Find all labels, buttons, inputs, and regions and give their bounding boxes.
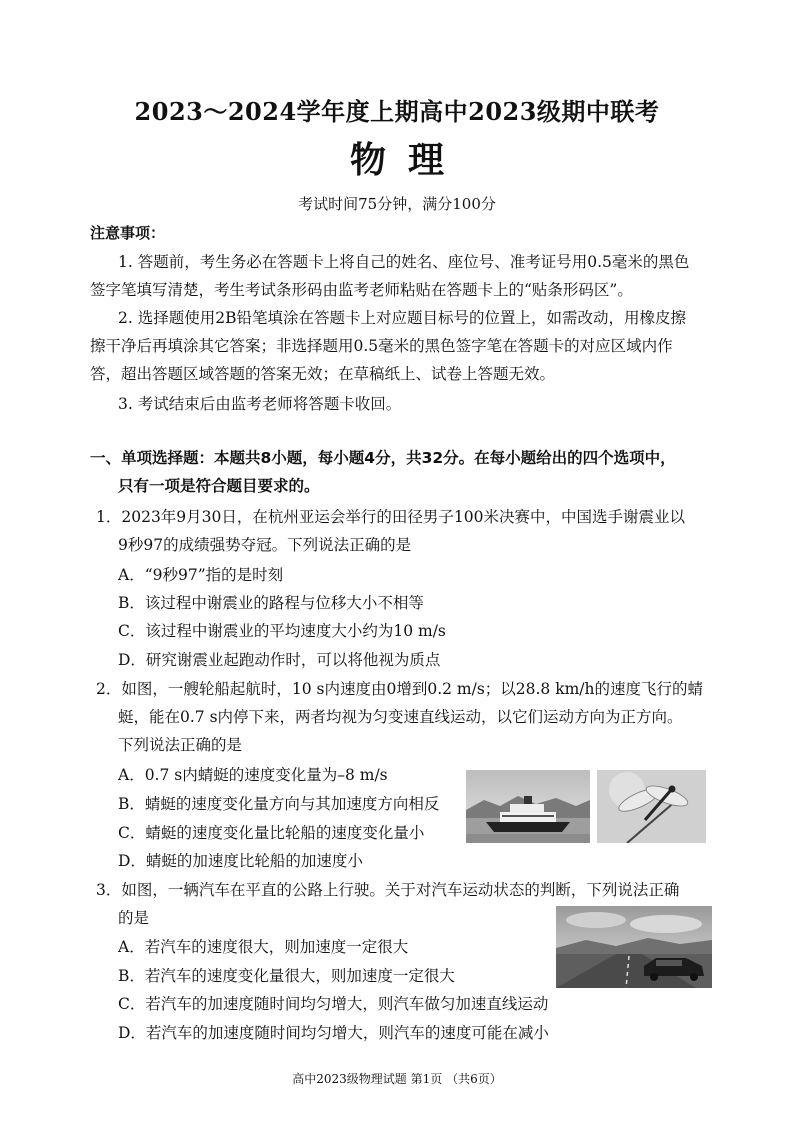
question-2-option-a: A．0.7 s内蜻蜓的速度变化量为–8 m/s: [118, 766, 388, 784]
question-1-stem: 1．2023年9月30日，在杭州亚运会举行的田径男子100米决赛中，中国选手谢震业以: [96, 508, 685, 526]
question-2-option-d: D．蜻蜓的加速度比轮船的加速度小: [118, 852, 363, 870]
page-footer: 高中2023级物理试题 第1页 （共6页）: [292, 1072, 502, 1086]
question-3-stem-cont: 的是: [118, 909, 150, 927]
question-3-option-a: A．若汽车的速度很大，则加速度一定很大: [118, 938, 409, 956]
ship-photo: [466, 770, 590, 843]
question-2-option-c: C．蜻蜓的速度变化量比轮船的速度变化量小: [118, 824, 425, 842]
note-line: 签字笔填写清楚，考生考试条形码由监考老师粘贴在答题卡上的“贴条形码区”。: [90, 281, 633, 299]
question-1-stem-cont: 9秒97的成绩强势夺冠。下列说法正确的是: [118, 536, 412, 554]
section-heading: 一、单项选择题：本题共8小题，每小题4分，共32分。在每小题给出的四个选项中，: [90, 449, 676, 467]
note-line: 3. 考试结束后由监考老师将答题卡收回。: [118, 395, 402, 413]
question-2-stem-cont: 蜓，能在0.7 s内停下来，两者均视为匀变速直线运动，以它们运动方向为正方向。: [118, 708, 683, 726]
note-line: 1. 答题前，考生务必在答题卡上将自己的姓名、座位号、准考证号用0.5毫米的黑色: [118, 253, 690, 271]
question-3-option-d: D．若汽车的加速度随时间均匀增大，则汽车的速度可能在减小: [118, 1024, 549, 1042]
question-1-option-a: A．“9秒97”指的是时刻: [118, 566, 284, 584]
question-1-option-d: D．研究谢震业起跑动作时，可以将他视为质点: [118, 651, 441, 669]
section-heading-cont: 只有一项是符合题目要求的。: [118, 477, 320, 495]
exam-title: 2023～2024学年度上期高中2023级期中联考: [134, 97, 660, 126]
question-1-option-b: B．该过程中谢震业的路程与位移大小不相等: [118, 594, 424, 612]
dragonfly-photo: [597, 770, 706, 843]
question-3-option-b: B．若汽车的速度变化量很大，则加速度一定很大: [118, 967, 455, 985]
question-2-stem: 2．如图，一艘轮船起航时，10 s内速度由0增到0.2 m/s；以28.8 km/h的速度飞行的蜻: [96, 680, 704, 698]
car-photo: [556, 906, 712, 988]
question-2-stem-cont: 下列说法正确的是: [118, 736, 243, 754]
note-line: 擦干净后再填涂其它答案；非选择题用0.5毫米的黑色签字笔在答题卡的对应区域内作: [90, 337, 673, 355]
subject-title: 物理: [349, 140, 466, 181]
question-3-stem: 3．如图，一辆汽车在平直的公路上行驶。关于对汽车运动状态的判断，下列说法正确: [96, 881, 680, 899]
question-2-option-b: B．蜻蜓的速度变化量方向与其加速度方向相反: [118, 795, 440, 813]
question-3-option-c: C．若汽车的加速度随时间均匀增大，则汽车做匀加速直线运动: [118, 995, 549, 1013]
notes-heading: 注意事项：: [90, 224, 166, 242]
note-line: 答，超出答题区域答题的答案无效；在草稿纸上、试卷上答题无效。: [90, 365, 556, 383]
note-line: 2. 选择题使用2B铅笔填涂在答题卡上对应题目标号的位置上，如需改动，用橡皮擦: [118, 309, 686, 327]
question-1-option-c: C．该过程中谢震业的平均速度大小约为10 m/s: [118, 622, 446, 640]
exam-info: 考试时间75分钟，满分100分: [298, 195, 496, 213]
